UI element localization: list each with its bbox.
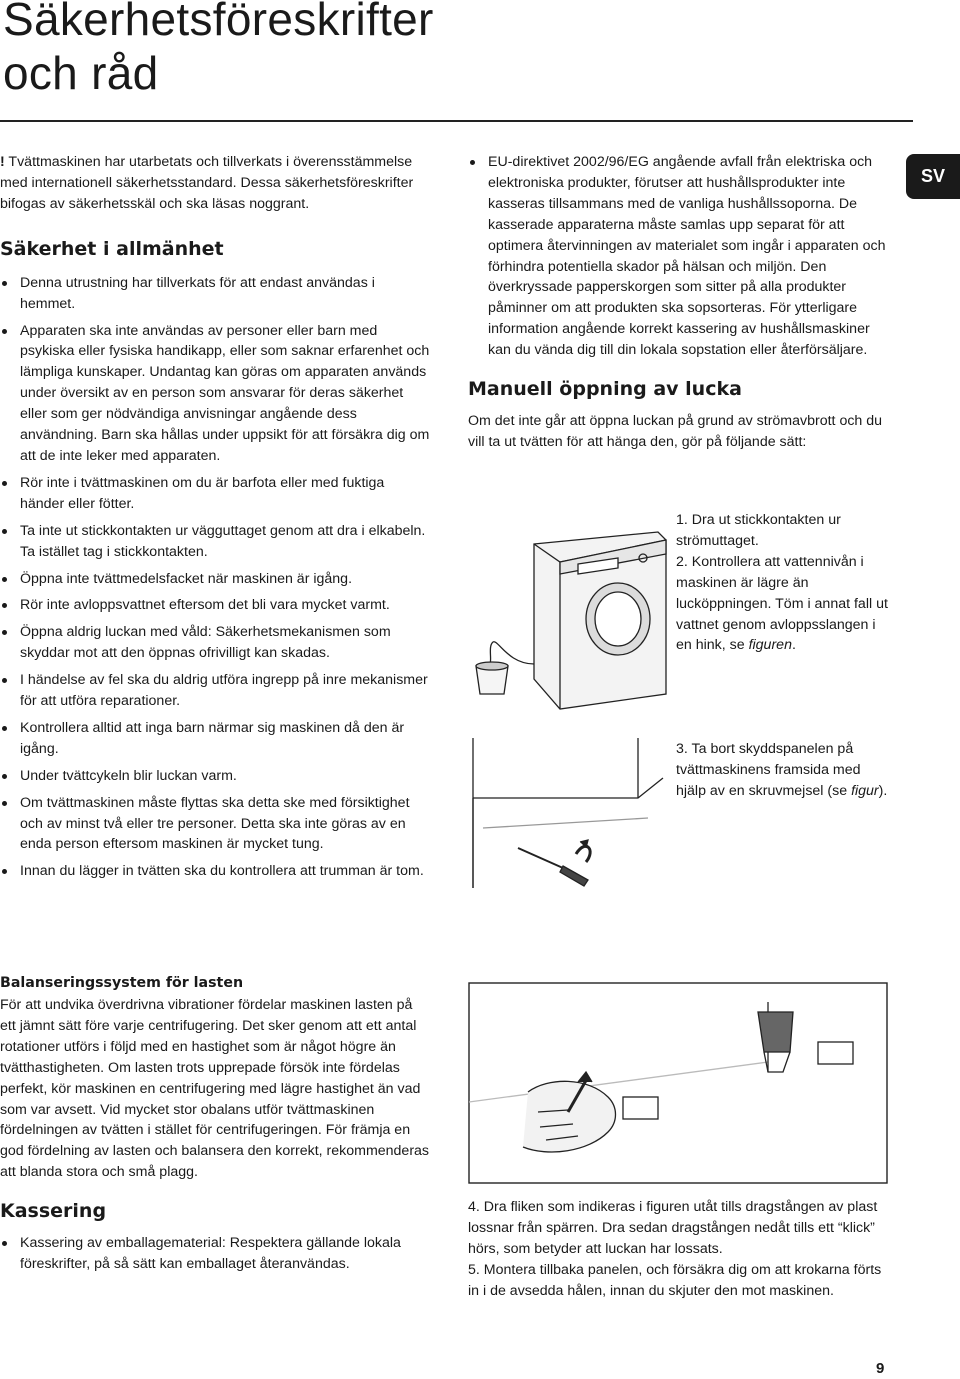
- list-item: [0, 569, 430, 590]
- left-column: [0, 152, 430, 888]
- list-item: [0, 1233, 432, 1275]
- list-item-text: Öppna inte tvättmedelsfacket när maskinen är igång.: [20, 570, 353, 587]
- list-item-text: Öppna aldrig luckan med våld: Säkerhetsmekanismen som skyddar mot att den öppnas ofrivilligt kan skadas.: [20, 624, 391, 662]
- list-item-text: Kassering av emballagematerial: Respektera gällande lokala föreskrifter, på så sätt kan emballaget återanvändas.: [20, 1235, 401, 1273]
- page-title: [3, 0, 434, 100]
- bullet-icon: [2, 869, 7, 874]
- disposal-heading: Kassering: [0, 1200, 107, 1223]
- step-2-figure-ref: figuren: [748, 637, 792, 654]
- step-2-text: 2. Kontrollera att vattennivån i maskinen är lägre än lucköppningen. Töm i annat fall ut vattnet genom avloppsslangen i en hink, se: [676, 553, 888, 654]
- title-line-2: och råd: [3, 47, 159, 99]
- balance-heading: Balanseringssystem för lasten: [0, 975, 244, 991]
- list-item: [0, 718, 430, 760]
- list-item-text: I händelse av fel ska du aldrig utföra ingrepp på inre mekanismer för att utföra reparationer.: [20, 672, 428, 710]
- bullet-icon: [470, 160, 475, 165]
- language-tab: SV: [906, 154, 960, 199]
- bullet-icon: [2, 678, 7, 683]
- step-3-end: ).: [878, 782, 888, 799]
- step-3-figure-ref: figur: [851, 782, 879, 799]
- washing-machine-drain-figure: [468, 514, 673, 714]
- list-item-text: Innan du lägger in tvätten ska du kontrollera att trumman är tom.: [20, 863, 424, 880]
- bullet-icon: [2, 603, 7, 608]
- title-line-1: Säkerhetsföreskrifter: [3, 0, 434, 45]
- list-item: [0, 670, 430, 712]
- steps-1-2: [676, 510, 891, 656]
- list-item-text: EU-direktivet 2002/96/EG angående avfall från elektriska och elektroniska produkter, förutser att hushållsprodukter inte kasseras tillsammans med de vanliga hushållssoporna. De kasserade apparaterna måste samlas upp separat för att optimera återvinningen av materialet som ingår i apparaten och förhindra potentiella skador på hälsan och miljön. Den överkryssade papperskorgen som sitter på alla produkter påminner om att produkten ska sopsorteras. För ytterligare information angående korrekt kassering av hushållsmaskiner kan du vända dig till din lokala sopstation eller återförsäljare.: [488, 154, 886, 359]
- intro-text: Tvättmaskinen har utarbetats och tillverkats i överensstämmelse med internationell säkerhetsstandard. Dessa säkerhetsföreskrifter bifogas av säkerhetsskäl och ska läsas noggrant.: [0, 154, 414, 212]
- bullet-icon: [2, 481, 7, 486]
- bullet-icon: [2, 774, 7, 779]
- manual-open-heading: Manuell öppning av lucka: [468, 378, 742, 401]
- bottom-left-column: [0, 973, 432, 1281]
- manual-open-intro: Om det inte går att öppna luckan på grund av strömavbrott och du vill ta ut tvätten för att hänga den, gör på följande sätt:: [468, 413, 883, 450]
- general-safety-heading: Säkerhet i allmänhet: [0, 237, 224, 260]
- list-item: [0, 766, 430, 787]
- title-rule: [0, 120, 913, 122]
- right-column: [468, 152, 888, 453]
- list-item: [0, 473, 430, 515]
- step-2: [676, 552, 891, 657]
- bullet-icon: [2, 577, 7, 582]
- list-item-text: Om tvättmaskinen måste flyttas ska detta ske med försiktighet och av minst två eller tre personer. Detta ska inte göras av en enda person eftersom maskinen är mycket tung.: [20, 794, 410, 853]
- list-item: [0, 793, 430, 856]
- bullet-icon: [2, 726, 7, 731]
- general-safety-list: [0, 273, 430, 883]
- list-item: [0, 321, 430, 467]
- list-item: [468, 152, 888, 361]
- step-1: 1. Dra ut stickkontakten ur strömuttaget.: [676, 512, 841, 549]
- step-3-text: 3. Ta bort skyddspanelen på tvättmaskinens framsida med hjälp av en skruvmejsel (se: [676, 741, 861, 799]
- step-2-end: .: [791, 637, 796, 654]
- latch-release-figure: [468, 982, 888, 1184]
- list-item-text: Denna utrustning har tillverkats för att endast användas i hemmet.: [20, 274, 375, 312]
- list-item-text: Under tvättcykeln blir luckan varm.: [20, 767, 237, 784]
- bullet-icon: [2, 281, 7, 286]
- bullet-icon: [2, 801, 7, 806]
- bullet-icon: [2, 630, 7, 635]
- list-item: [0, 622, 430, 664]
- bottom-right-column: [468, 1197, 888, 1302]
- bullet-icon: [2, 529, 7, 534]
- disposal-list: [0, 1233, 432, 1275]
- list-item-text: Rör inte avloppsvattnet eftersom det bli vara mycket varmt.: [20, 597, 390, 614]
- list-item: [0, 273, 430, 315]
- list-item-text: Apparaten ska inte användas av personer eller barn med psykiska eller fysiska handikapp, eller som saknar erfarenhet och lämpliga kunskaper. Undantag kan göras om apparaten används under översikt av en person som ansvarar för deras säkerhet eller som ger nödvändiga anvisningar angående dess användning. Barn ska hållas under uppsikt för att försäkra dig om att de inte leker med apparaten.: [20, 322, 430, 464]
- warning-mark: !: [0, 154, 5, 170]
- step-5: 5. Montera tillbaka panelen, och försäkra dig om att krokarna förts in i de avsedda hålen, innan du skjuter den mot maskinen.: [468, 1261, 882, 1299]
- list-item-text: Ta inte ut stickkontakten ur vägguttaget genom att dra i elkabeln. Ta istället tag i stickkontakten.: [20, 522, 426, 560]
- bullet-icon: [2, 1241, 7, 1246]
- step-3-block: [676, 739, 891, 802]
- list-item: [0, 521, 430, 563]
- page-number: 9: [876, 1360, 885, 1377]
- step-4: 4. Dra fliken som indikeras i figuren utåt tills dragstången av plast lossnar från spärren. Dra sedan dragstången nedåt tills ett “klick” hörs, som betyder att luckan har lossats.: [468, 1199, 878, 1257]
- step-3: [676, 739, 891, 802]
- list-item: [0, 595, 430, 616]
- list-item-text: Rör inte i tvättmaskinen om du är barfota eller med fuktiga händer eller fötter.: [20, 474, 385, 512]
- intro-paragraph: [0, 152, 430, 215]
- list-item-text: Kontrollera alltid att inga barn närmar sig maskinen då den är igång.: [20, 719, 405, 757]
- panel-removal-figure: [468, 738, 673, 898]
- bullet-icon: [2, 329, 7, 334]
- list-item: [0, 861, 430, 882]
- balance-text: För att undvika överdrivna vibrationer fördelar maskinen lasten på ett jämnt sätt före varje centrifugering. Det sker genom att ett antal rotationer utförs i följd med en hastighet som är något högre än tvätthastigheten. Om lasten trots upprepade försök inte fördelas perfekt, kör maskinen en centrifugering med lägre hastighet än vad som var avsett. Vid mycket stor obalans utför tvättmaskinen fördelningen av tvätten i stället för centrifugeringen. För främja en god fördelning av lasten och balansera den korrekt, rekommenderas att blanda stora och små plagg.: [0, 997, 430, 1181]
- weee-list: [468, 152, 888, 361]
